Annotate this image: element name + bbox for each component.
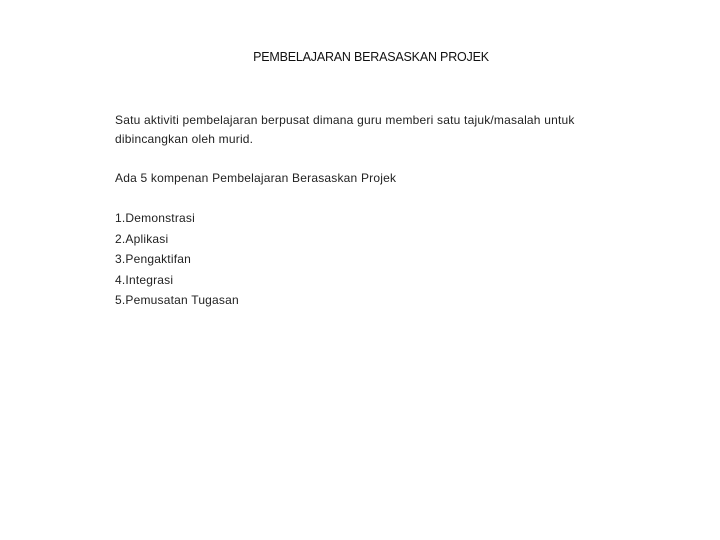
components-list [115, 208, 239, 311]
list-item: 3.Pengaktifan [115, 252, 191, 266]
definition-line: Satu aktiviti pembelajaran berpusat dimana guru memberi satu tajuk/masalah untuk [115, 113, 575, 127]
list-item: 2.Aplikasi [115, 231, 169, 246]
list-item: 5.Pemusatan Tugasan [115, 293, 239, 307]
list-item: 1.Demonstrasi [115, 211, 195, 225]
definition-line: dibincangkan oleh murid. [115, 132, 254, 146]
list-item: 4.Integrasi [115, 272, 174, 287]
components-intro: Ada 5 kompenan Pembelajaran Berasaskan Projek [115, 171, 397, 185]
page-title: PEMBELAJARAN BERASASKAN PROJEK [253, 50, 489, 64]
definition-paragraph [115, 111, 615, 149]
